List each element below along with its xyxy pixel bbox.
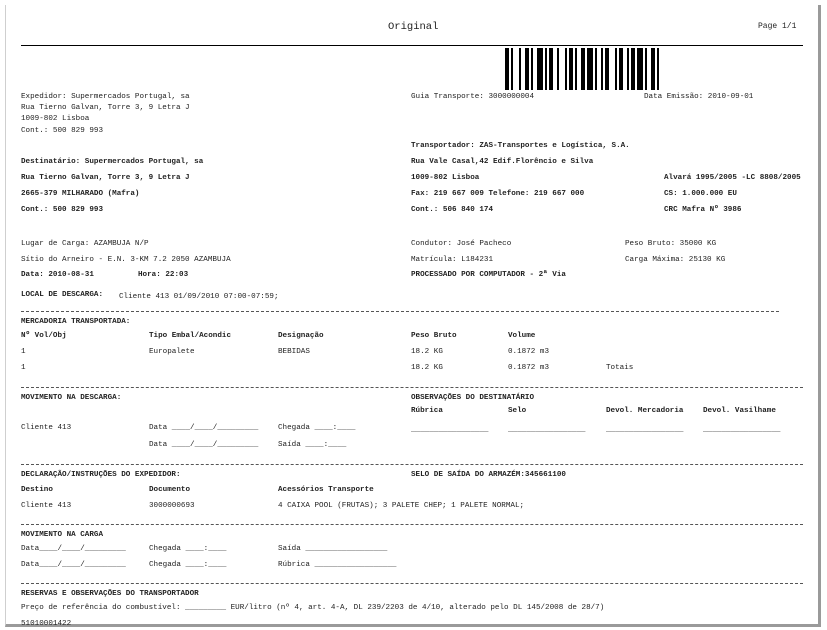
obs-signature-blank: _________________	[411, 426, 489, 434]
sender-city: 1009-802 Lisboa	[21, 115, 90, 123]
carrier-tax-id: Cont.: 506 840 174	[411, 206, 494, 214]
obs-header-goods-return: Devol. Mercadoria	[606, 407, 684, 415]
barcode-bar	[537, 48, 543, 90]
recipient-obs-title: OBSERVAÇÕES DO DESTINATÁRIO	[411, 394, 535, 402]
loading-move-signature: Rúbrica __________________	[278, 561, 397, 569]
barcode-bar	[619, 48, 623, 90]
unloading-date-1: Data ____/____/_________	[149, 424, 259, 432]
goods-row-package: Europalete	[149, 348, 195, 356]
goods-header-weight: Peso Bruto	[411, 332, 457, 340]
totals-label: Totais	[606, 364, 634, 372]
unload-location-label: LOCAL DE DESCARGA:	[21, 291, 104, 299]
carrier-capital: CS: 1.000.000 EU	[664, 190, 737, 198]
divider	[21, 311, 779, 312]
barcode-bar	[505, 48, 509, 90]
declaration-document: 3000000693	[149, 502, 195, 510]
fuel-reference-price: Preço de referência do combustível: _________ EUR/litro (nº 4, art. 4-A, DL 239/2203 de 4/10, alterado pelo DL 145/2008 de 28/7)	[21, 604, 605, 612]
declaration-header-destination: Destino	[21, 486, 53, 494]
transport-guide: Guia Transporte: 3000000004	[411, 93, 535, 101]
goods-row-weight: 18.2 KG	[411, 348, 443, 356]
barcode-bar	[645, 48, 647, 90]
barcode-bar	[565, 48, 567, 90]
barcode-bar	[657, 48, 659, 90]
loading-move-arrival-2: Chegada ____:____	[149, 561, 227, 569]
divider	[21, 583, 803, 584]
totals-qty: 1	[21, 364, 26, 372]
loading-move-date-1: Data____/____/_________	[21, 545, 126, 553]
barcode-bar	[651, 48, 655, 90]
barcode-bar	[615, 48, 617, 90]
vehicle-plate: Matrícula: L184231	[411, 256, 494, 264]
recipient-name: Destinatário: Supermercados Portugal, sa	[21, 158, 204, 166]
page-number: Page 1/1	[758, 22, 797, 31]
barcode-bar	[525, 48, 529, 90]
loading-site: Sítio do Arneiro - E.N. 3-KM 7.2 2050 AZAMBUJA	[21, 256, 231, 264]
obs-header-signature: Rúbrica	[411, 407, 443, 415]
declaration-accessories: 4 CAIXA POOL (FRUTAS); 3 PALETE CHEP; 1 PALETE NORMAL;	[278, 502, 525, 510]
unloading-arrival: Chegada ____:____	[278, 424, 356, 432]
barcode-bar	[631, 48, 635, 90]
goods-header-qty: Nº Vol/Obj	[21, 332, 67, 340]
carrier-street: Rua Vale Casal,42 Edif.Florêncio e Silva	[411, 158, 594, 166]
header-rule	[21, 45, 803, 46]
carrier-license: Alvará 1995/2005 -LC 8808/2005	[664, 174, 801, 182]
loading-time: Hora: 22:03	[138, 271, 189, 279]
unloading-departure: Saída ____:____	[278, 441, 347, 449]
issue-date: Data Emissão: 2010-09-01	[644, 93, 754, 101]
unloading-date-2: Data ____/____/_________	[149, 441, 259, 449]
barcode-bar	[557, 48, 559, 90]
document-code: 51010001422	[21, 620, 72, 628]
gross-weight: Peso Bruto: 35000 KG	[625, 240, 717, 248]
carrier-registry: CRC Mafra Nº 3986	[664, 206, 742, 214]
declaration-destination: Cliente 413	[21, 502, 72, 510]
obs-header-seal: Selo	[508, 407, 527, 415]
carrier-city: 1009-802 Lisboa	[411, 174, 480, 182]
loading-move-arrival-1: Chegada ____:____	[149, 545, 227, 553]
barcode-bar	[637, 48, 643, 90]
loading-move-section-title: MOVIMENTO NA CARGA	[21, 531, 104, 539]
barcode-bar	[511, 48, 513, 90]
barcode	[505, 48, 665, 90]
barcode-bar	[627, 48, 629, 90]
driver-name: Condutor: José Pacheco	[411, 240, 512, 248]
sender-name: Expedidor: Supermercados Portugal, sa	[21, 93, 190, 101]
declaration-header-accessories: Acessórios Transporte	[278, 486, 374, 494]
obs-goods-return-blank: _________________	[606, 426, 684, 434]
page-title: Original	[388, 21, 439, 33]
loading-place: Lugar de Carga: AZAMBUJA N/P	[21, 240, 149, 248]
recipient-street: Rua Tierno Galvan, Torre 3, 9 Letra J	[21, 174, 190, 182]
unload-location-value: Cliente 413 01/09/2010 07:00-07:59;	[119, 293, 279, 301]
loading-move-departure: Saída __________________	[278, 545, 388, 553]
document-page	[5, 5, 821, 627]
processed-note: PROCESSADO POR COMPUTADOR - 2ª Via	[411, 271, 566, 279]
goods-header-volume: Volume	[508, 332, 536, 340]
sender-tax-id: Cont.: 500 829 993	[21, 127, 104, 135]
totals-volume: 0.1872 m3	[508, 364, 550, 372]
sender-street: Rua Tierno Galvan, Torre 3, 9 Letra J	[21, 104, 190, 112]
carrier-fax-phone: Fax: 219 667 009 Telefone: 219 667 000	[411, 190, 585, 198]
barcode-bar	[587, 48, 593, 90]
goods-header-package: Tipo Embal/Acondic	[149, 332, 232, 340]
reserves-section-title: RESERVAS E OBSERVAÇÕES DO TRANSPORTADOR	[21, 590, 199, 598]
goods-row-qty: 1	[21, 348, 26, 356]
barcode-bar	[545, 48, 547, 90]
obs-container-return-blank: _________________	[703, 426, 781, 434]
goods-header-designation: Designação	[278, 332, 324, 340]
obs-seal-blank: _________________	[508, 426, 586, 434]
goods-row-designation: BEBIDAS	[278, 348, 310, 356]
barcode-bar	[605, 48, 609, 90]
carrier-name: Transportador: ZAS-Transportes e Logística, S.A.	[411, 142, 630, 150]
goods-section-title: MERCADORIA TRANSPORTADA:	[21, 318, 131, 326]
declaration-header-document: Documento	[149, 486, 191, 494]
totals-weight: 18.2 KG	[411, 364, 443, 372]
max-load: Carga Máxima: 25130 KG	[625, 256, 726, 264]
barcode-bar	[581, 48, 585, 90]
warehouse-seal: SELO DE SAÍDA DO ARMAZÉM:345661100	[411, 471, 566, 479]
recipient-city: 2665-379 MILHARADO (Mafra)	[21, 190, 140, 198]
obs-header-container-return: Devol. Vasilhame	[703, 407, 776, 415]
barcode-bar	[531, 48, 533, 90]
barcode-bar	[549, 48, 553, 90]
divider	[21, 387, 803, 388]
loading-move-date-2: Data____/____/_________	[21, 561, 126, 569]
barcode-bar	[575, 48, 577, 90]
declaration-section-title: DECLARAÇÃO/INSTRUÇÕES DO EXPEDIDOR:	[21, 471, 181, 479]
divider	[21, 524, 803, 525]
loading-date: Data: 2010-08-31	[21, 271, 94, 279]
barcode-bar	[601, 48, 603, 90]
recipient-tax-id: Cont.: 500 829 993	[21, 206, 104, 214]
goods-row-volume: 0.1872 m3	[508, 348, 550, 356]
divider	[21, 464, 803, 465]
barcode-bar	[569, 48, 573, 90]
barcode-bar	[519, 48, 521, 90]
barcode-bar	[595, 48, 597, 90]
unloading-section-title: MOVIMENTO NA DESCARGA:	[21, 394, 122, 402]
unloading-client: Cliente 413	[21, 424, 72, 432]
